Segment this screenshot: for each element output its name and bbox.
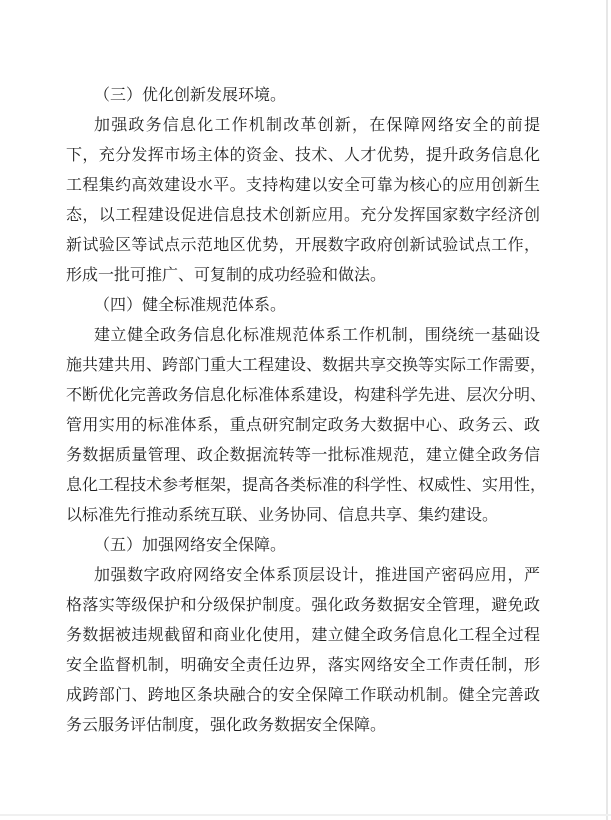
- paragraph-line: 下，充分发挥市场主体的资金、技术、人才优势，提升政务信息化: [66, 147, 540, 164]
- paragraph-line: 格落实等级保护和分级保护制度。强化政务数据安全管理，避免政: [66, 597, 540, 614]
- paragraph-line: 工程集约高效建设水平。支持构建以安全可靠为核心的应用创新生: [66, 177, 540, 194]
- paragraph-line: 以标准先行推动系统互联、业务协同、信息共享、集约建设。: [66, 507, 499, 524]
- page-bottom-edge: [0, 814, 611, 816]
- paragraph-line: 形成一批可推广、可复制的成功经验和做法。: [66, 267, 387, 284]
- paragraph-line: 成跨部门、跨地区条块融合的安全保障工作联动机制。健全完善政: [66, 687, 540, 704]
- paragraph-line: 务数据被违规截留和商业化使用，建立健全政务信息化工程全过程: [66, 627, 540, 644]
- paragraph-line: 新试验区等试点示范地区优势，开展数字政府创新试验试点工作，: [66, 237, 540, 254]
- page-right-edge: [606, 0, 608, 820]
- paragraph-line: 管用实用的标准体系，重点研究制定政务大数据中心、政务云、政: [66, 417, 540, 434]
- document-body: [66, 81, 547, 741]
- paragraph-line: 不断优化完善政务信息化标准体系建设，构建科学先进、层次分明、: [66, 387, 547, 404]
- section-heading: （五）加强网络安全保障。: [94, 537, 287, 554]
- paragraph-line: 加强数字政府网络安全体系顶层设计，推进国产密码应用，严: [94, 567, 540, 584]
- paragraph-line: 务数据质量管理、政企数据流转等一批标准规范，建立健全政务信: [66, 447, 540, 464]
- paragraph-line: 施共建共用、跨部门重大工程建设、数据共享交换等实际工作需要，: [66, 357, 547, 374]
- paragraph-line: 务云服务评估制度，强化政务数据安全保障。: [66, 717, 387, 734]
- paragraph-line: 加强政务信息化工作机制改革创新，在保障网络安全的前提: [94, 117, 540, 134]
- section-heading: （四）健全标准规范体系。: [94, 297, 287, 314]
- paragraph-line: 态，以工程建设促进信息技术创新应用。充分发挥国家数字经济创: [66, 207, 540, 224]
- paragraph-line: 息化工程技术参考框架，提高各类标准的科学性、权威性、实用性，: [66, 477, 547, 494]
- paragraph-line: 安全监督机制，明确安全责任边界，落实网络安全工作责任制，形: [66, 657, 540, 674]
- section-heading: （三）优化创新发展环境。: [94, 87, 287, 104]
- paragraph-line: 建立健全政务信息化标准规范体系工作机制，围绕统一基础设: [94, 327, 540, 344]
